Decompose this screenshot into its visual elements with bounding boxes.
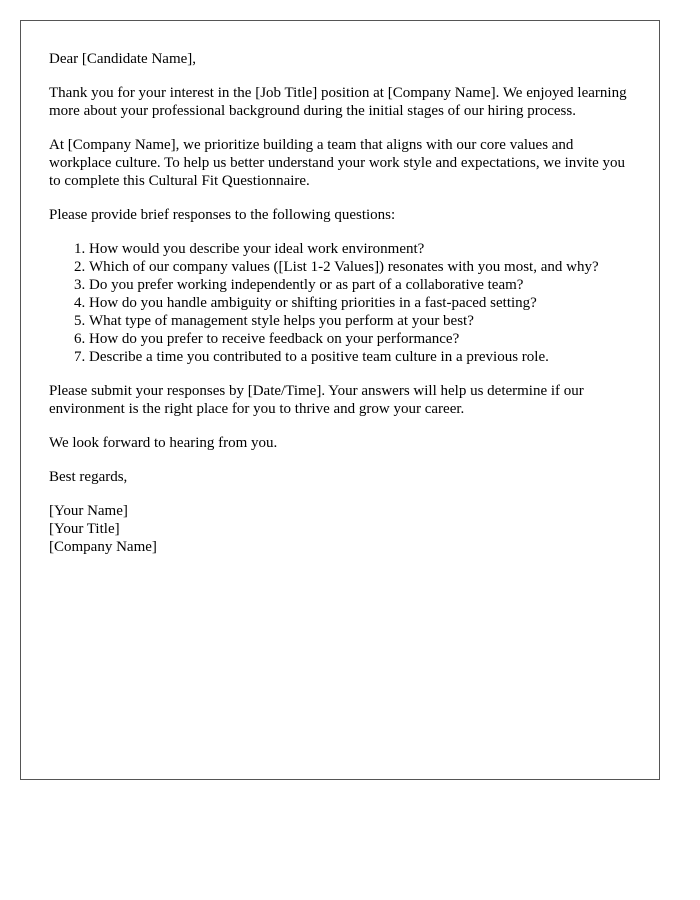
signature-block	[49, 502, 631, 556]
intro-paragraph: Thank you for your interest in the [Job Title] position at [Company Name]. We enjoyed learning more about your professional background during the initial stages of our hiring process.	[49, 85, 627, 119]
signature-company: [Company Name]	[49, 539, 157, 555]
question-item: 7. Describe a time you contributed to a positive team culture in a previous role.	[89, 348, 631, 366]
signature-title: [Your Title]	[49, 521, 120, 537]
values-paragraph: At [Company Name], we prioritize building a team that aligns with our core values and workplace culture. To help us better understand your work style and expectations, we invite you to complete this Cultural Fit Questionnaire.	[49, 137, 626, 189]
letter-page	[20, 20, 660, 780]
question-item: 4. How do you handle ambiguity or shifting priorities in a fast-paced setting?	[89, 294, 631, 312]
salutation: Dear [Candidate Name],	[49, 51, 197, 67]
deadline-paragraph: Please submit your responses by [Date/Time]. Your answers will help us determine if our environment is the right place for you to thrive and grow your career.	[49, 383, 584, 417]
question-item: 3. Do you prefer working independently or as part of a collaborative team?	[89, 276, 631, 294]
question-item: 6. How do you prefer to receive feedback on your performance?	[89, 330, 631, 348]
question-item: 1. How would you describe your ideal work environment?	[89, 240, 631, 258]
closing: Best regards,	[49, 469, 128, 485]
question-item: 5. What type of management style helps you perform at your best?	[89, 312, 631, 330]
question-item: 2. Which of our company values ([List 1-2 Values]) resonates with you most, and why?	[89, 258, 631, 276]
signature-name: [Your Name]	[49, 503, 128, 519]
questions-list	[49, 240, 631, 366]
questions-intro: Please provide brief responses to the following questions:	[49, 207, 396, 223]
closing-remark: We look forward to hearing from you.	[49, 435, 278, 451]
